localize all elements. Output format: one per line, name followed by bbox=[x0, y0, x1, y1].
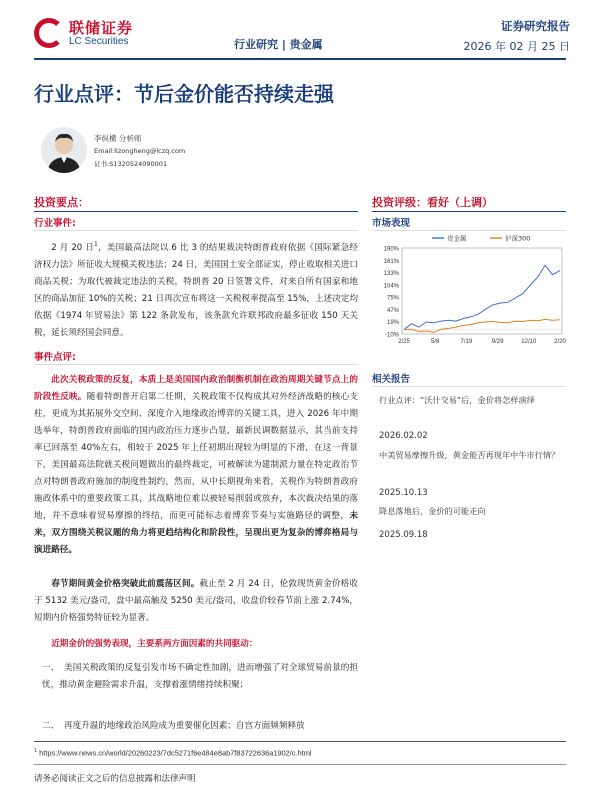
y-tick-label: 19% bbox=[386, 320, 399, 327]
disclaimer-footer: 请务必阅读正文之后的信息披露和法律声明 bbox=[34, 774, 196, 784]
event-paragraph bbox=[34, 236, 358, 342]
related-reports-label: 相关报告 bbox=[372, 374, 411, 385]
report-date: 2026 年 02 月 25 日 bbox=[463, 40, 570, 53]
market-performance-label: 市场表现 bbox=[372, 218, 411, 229]
y-tick-label: -10% bbox=[384, 332, 399, 339]
key-points-divider bbox=[34, 211, 358, 212]
event-comment-label: 事件点评: bbox=[34, 352, 76, 363]
footnote-ref: 1 bbox=[93, 241, 98, 248]
y-tick-label: 161% bbox=[383, 258, 399, 265]
y-tick-label: 75% bbox=[386, 295, 399, 302]
report-category: 行业研究 | 贵金属 bbox=[234, 38, 323, 51]
comment-conclusion: 未来，双方围绕关税议题的角力将更趋结构化和阶段性，呈现出更为复杂的博弈格局与演进路径。 bbox=[34, 511, 358, 555]
legend-label: 沪深300 bbox=[505, 234, 531, 243]
page-header bbox=[0, 0, 600, 64]
x-tick-label: 12/10 bbox=[521, 339, 537, 345]
related-divider bbox=[372, 386, 566, 387]
key-points-heading: 投资要点： bbox=[34, 196, 89, 209]
legend-label: 贵金属 bbox=[447, 234, 467, 243]
comment-divider bbox=[34, 364, 358, 365]
event-date: 2 月 20 日 bbox=[51, 242, 94, 253]
comment-paragraph bbox=[34, 372, 358, 559]
x-tick-label: 7/19 bbox=[460, 339, 473, 345]
related-report-date: 2026.02.02 bbox=[379, 431, 428, 441]
company-logo bbox=[34, 18, 133, 48]
list-item-text: 再度升温的地缘政治风险成为重要催化因素；自宫方面频频释放 bbox=[64, 721, 305, 731]
y-tick-label: 47% bbox=[386, 307, 399, 314]
footnote-divider bbox=[34, 741, 566, 742]
related-report-title[interactable]: 中美贸易摩擦升级，黄金能否再现年中牛市行情？ bbox=[379, 450, 560, 460]
footnote-link[interactable]: https://www.news.cn/world/20260223/7dc5271f6e484e8ab7f83722636a1902/c.html bbox=[39, 748, 312, 758]
drivers-highlight: 近期金价的强势表现，主要系两方面因素的共同驱动： bbox=[51, 639, 258, 649]
industry-event-label: 行业事件: bbox=[34, 218, 76, 229]
logo-mark-icon bbox=[34, 18, 64, 48]
y-tick-label: 133% bbox=[383, 271, 399, 278]
footnote bbox=[34, 748, 312, 757]
market-chart bbox=[372, 226, 566, 356]
price-text: 截止至 2 月 24 日，伦敦现货黄金价格收于 5132 美元/盎司，盘中最高触及 5250 美元/盎司，收盘价较春节前上涨 2.74%，短期内价格强势特征较为显著。 bbox=[34, 579, 358, 623]
related-report-date: 2025.10.13 bbox=[379, 488, 428, 498]
logo-cn-text: 联储证券 bbox=[69, 18, 134, 37]
y-tick-label: 104% bbox=[383, 283, 399, 290]
investment-rating: 投资评级：看好（上调） bbox=[372, 196, 493, 209]
price-paragraph bbox=[34, 576, 358, 627]
list-item bbox=[42, 718, 358, 735]
related-report-date: 2025.09.18 bbox=[379, 530, 428, 540]
list-item-text: 美国关税政策的反复引发市场不确定性加剧，进而增强了对全球贸易前景的担忧，推动黄金避险需求升温，支撑着涨情绪持续积聚； bbox=[42, 663, 358, 690]
report-title: 行业点评：节后金价能否持续走强 bbox=[34, 82, 334, 106]
market-chart-svg bbox=[372, 226, 566, 356]
list-item bbox=[42, 660, 358, 694]
analyst-name: 李纵横 分析师 bbox=[94, 134, 142, 143]
list-item-number: 二、 bbox=[42, 721, 60, 731]
report-type: 证券研究报告 bbox=[501, 19, 570, 33]
x-tick-label: 2/20 bbox=[554, 339, 566, 345]
comment-highlight: 此次关税政策的反复，本质上是美国国内政治制衡机制在政治周期关键节点上的阶段性反映。 bbox=[34, 375, 358, 402]
related-report-title[interactable]: 降息落地后，金价的可能走向 bbox=[379, 506, 486, 516]
footer-divider bbox=[34, 764, 566, 765]
logo-en-text: LC Securities bbox=[69, 35, 129, 47]
event-text: ，美国最高法院以 6 比 3 的结果裁决特朗普政府依据《国际紧急经济权力法》所征收大规模关税违法；24 日，美国国土安全部证实，停止收取相关进口商品关税；为取代被裁定违法的关税，特朗普 20 日签署文件，对来自所有国家和地区的商品加征 10%的关税；21 日再次宣布将这一关税税率提高至 15%，上述决定均依据《1974 年贸易法》第 122 条款发布，该条款允许联邦政府最多征收 150 天关税，延长须经国会同意。 bbox=[34, 242, 358, 338]
series-line-1 bbox=[404, 265, 560, 330]
x-tick-label: 9/29 bbox=[491, 339, 504, 345]
list-item-number: 一、 bbox=[42, 663, 60, 673]
event-divider bbox=[34, 230, 358, 231]
analyst-avatar bbox=[41, 127, 87, 173]
related-report-title[interactable]: 行业点评：“沃什交易”后，金价将怎样演绎 bbox=[379, 395, 535, 405]
analyst-email[interactable]: Email:lizongheng@lczq.com bbox=[94, 147, 186, 155]
header-divider bbox=[34, 58, 566, 60]
comment-body: 随着特朗普开启第二任期，关税政策不仅构成其对外经济战略的核心支柱，更成为其拓展外交空间、深度介入地缘政治博弈的关键工具，进入 2026 年中期选举年，特朗普政府面临的国内政治压力逐步凸显，最新民调数据显示，其当前支持率已回落至 40%左右，相较于 2025 年上任初期出现较为明显的下滑，在这一背景下，美国最高法院就关税问题做出的最终裁定，可被解读为建制派力量在特定政治节点对特朗普政府施加的制度性制约，然而，从中长期视角来看，关税作为特朗普政府施政体系中的重要政策工具，其战略地位难以被轻易削弱或放弃，本次裁决结果的落地，并不意味着贸易摩擦的终结，而更可能标志着博弈节奏与实施路径的调整， bbox=[34, 392, 358, 521]
analyst-cert: 证书:S1320524090001 bbox=[94, 160, 168, 168]
y-tick-label: 190% bbox=[383, 246, 399, 253]
price-bold: 春节期间黄金价格突破此前震荡区间。 bbox=[51, 579, 200, 589]
series-line-2 bbox=[404, 319, 560, 332]
drivers-heading bbox=[34, 636, 358, 653]
analyst-info bbox=[94, 132, 185, 171]
x-tick-label: 2/25 bbox=[398, 339, 410, 345]
x-tick-label: 5/8 bbox=[431, 339, 440, 345]
footnote-number: 1 bbox=[34, 748, 38, 754]
rating-divider bbox=[372, 211, 566, 212]
